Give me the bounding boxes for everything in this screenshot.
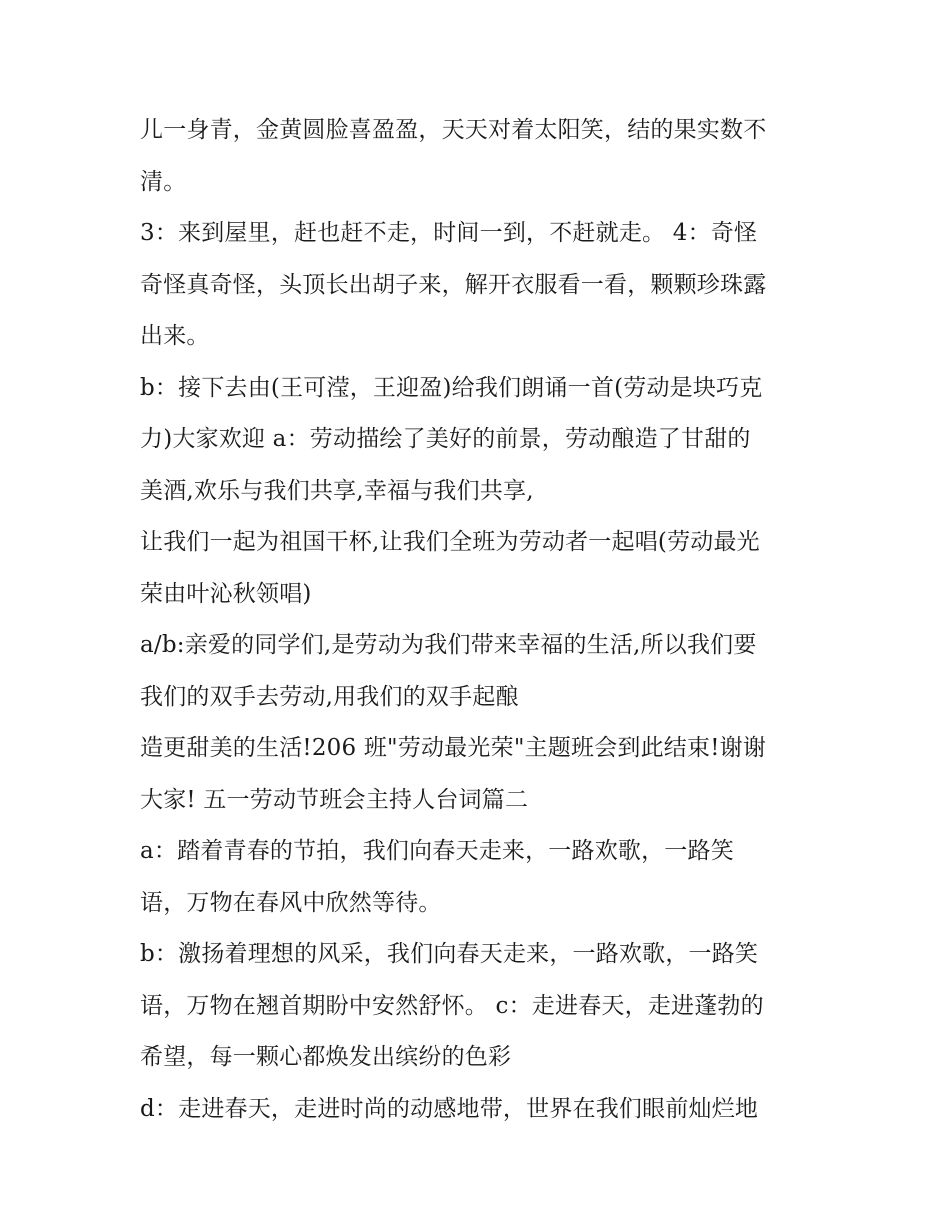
text-line-17: b：激扬着理想的风采，我们向春天走来，一路欢歌，一路笑 bbox=[140, 941, 759, 967]
text-line-6: b：接下去由(王可滢，王迎盈)给我们朗诵一首(劳动是块巧克 bbox=[140, 374, 763, 401]
text-line-14: 大家! 五一劳动节班会主持人台词篇二 bbox=[140, 786, 529, 813]
document-body bbox=[140, 105, 820, 1135]
text-line-19: 希望，每一颗心都焕发出缤纷的色彩 bbox=[140, 1044, 512, 1070]
text-line-7: 力)大家欢迎 a：劳动描绘了美好的前景，劳动酿造了甘甜的 bbox=[140, 426, 751, 452]
text-line-16: 语，万物在春风中欣然等待。 bbox=[140, 889, 442, 916]
text-line-1: 儿一身青，金黄圆脸喜盈盈，天天对着太阳笑，结的果实数不 bbox=[140, 117, 767, 143]
text-line-11: a/b:亲爱的同学们,是劳动为我们带来幸福的生活,所以我们要 bbox=[140, 632, 757, 658]
text-line-18: 语，万物在翘首期盼中安然舒怀。 c：走进春天，走进蓬勃的 bbox=[140, 992, 764, 1019]
text-line-20: d：走进春天，走进时尚的动感地带，世界在我们眼前灿烂地 bbox=[140, 1095, 759, 1122]
text-line-13: 造更甜美的生活!206 班"劳动最光荣"主题班会到此结束!谢谢 bbox=[140, 735, 767, 761]
text-line-4: 奇怪真奇怪，头顶长出胡子来，解开衣服看一看，颗颗珍珠露 bbox=[140, 271, 767, 298]
text-line-2: 清。 bbox=[140, 168, 187, 195]
text-line-15: a：踏着青春的节拍，我们向春天走来，一路欢歌，一路笑 bbox=[140, 838, 734, 864]
text-line-5: 出来。 bbox=[140, 323, 210, 349]
text-line-8: 美酒,欢乐与我们共享,幸福与我们共享, bbox=[140, 477, 534, 504]
text-line-12: 我们的双手去劳动,用我们的双手起酿 bbox=[140, 683, 519, 710]
text-line-9: 让我们一起为祖国干杯,让我们全班为劳动者一起唱(劳动最光 bbox=[140, 529, 760, 555]
text-line-10: 荣由叶沁秋领唱) bbox=[140, 580, 312, 607]
text-line-3: 3：来到屋里，赶也赶不走，时间一到，不赶就走。 4：奇怪 bbox=[140, 220, 758, 246]
